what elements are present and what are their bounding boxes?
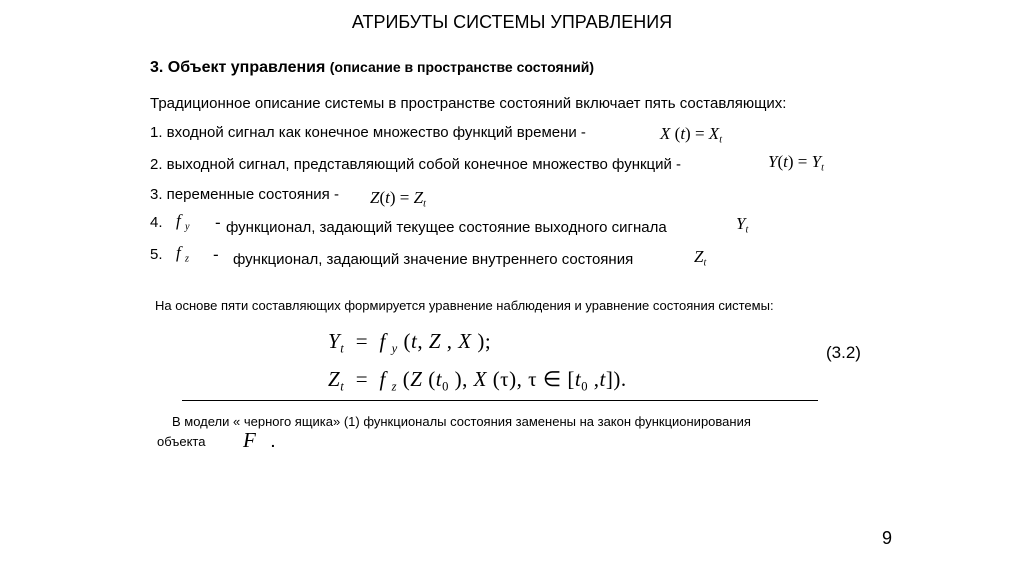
formula-output-signal: $Y(t) = Y_t$ (768, 152, 824, 174)
page-number: 9 (882, 528, 893, 548)
zt-symbol: $Z_t$ (694, 247, 707, 269)
section-subheading: (описание в пространстве состояний) (329, 59, 595, 75)
blackbox-period: . (271, 434, 275, 450)
item-4-description: функционал, задающий текущее состояние выходного сигнала (226, 219, 667, 236)
list-item-output-signal: 2. выходной сигнал, представляющий собой конечное множество функций - (150, 156, 682, 173)
state-equation: $Z_t = f$ $_z$ (Z ($t_0$ ), X (τ), τ ∈ [$t_0$ ,t]). (328, 367, 627, 394)
section-heading (150, 59, 594, 77)
observation-paragraph: На основе пяти составляющих формируется уравнение наблюдения и уравнение состояния системы: (155, 298, 774, 313)
blackbox-text-line-1: В модели « черного ящика» (1) функционалы состояния заменены на закон функционирования (172, 414, 751, 429)
equation-number: (3.2) (826, 343, 861, 362)
list-item-state-variables: 3. переменные состояния - (150, 186, 339, 203)
list-item-input-signal: 1. входной сигнал как конечное множество функций времени - (150, 124, 586, 141)
divider-line (182, 400, 818, 401)
item-4-dash: - (215, 213, 221, 232)
slide-title: АТРИБУТЫ СИСТЕМЫ УПРАВЛЕНИЯ (351, 12, 673, 32)
functional-fy-symbol: f $_y$ (176, 211, 190, 233)
blackbox-text-line-2: объекта (157, 434, 206, 449)
formula-input-signal: X $(t) = X_t$ (660, 124, 723, 146)
intro-text: Традиционное описание системы в пространстве состояний включает пять составляющих: (150, 95, 787, 112)
item-5-dash: - (213, 245, 219, 264)
list-item-4-number: 4. (150, 214, 163, 231)
observation-equation: $Y_t = f$ $_y$ (t, Z , X ); (328, 329, 492, 356)
function-f-symbol: F (243, 428, 256, 452)
section-heading-label: 3. Объект управления (150, 59, 326, 76)
list-item-5-number: 5. (150, 246, 163, 263)
formula-state-variables: $Z(t) = Z_t$ (370, 188, 426, 210)
yt-symbol: $Y_t$ (736, 214, 749, 236)
item-5-description: функционал, задающий значение внутреннего состояния (233, 251, 634, 268)
functional-fz-symbol: f $_z$ (176, 243, 189, 265)
